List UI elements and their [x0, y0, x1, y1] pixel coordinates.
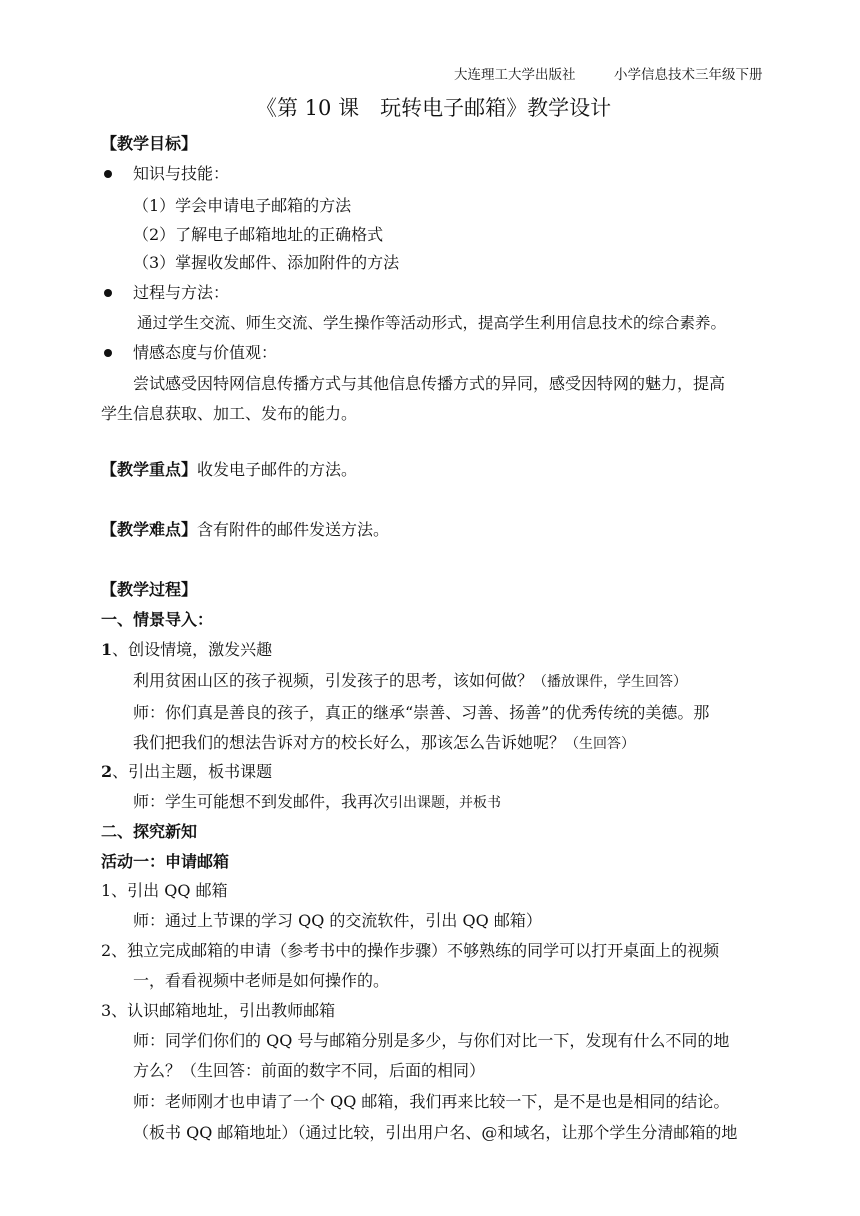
paragraph-line — [133, 792, 501, 813]
paragraph-line — [133, 733, 635, 754]
paragraph-note: 引出课题，并板书 — [389, 795, 502, 811]
bullet-icon — [104, 349, 112, 357]
difficulty-text: 含有附件的邮件发送方法。 — [197, 520, 390, 539]
key-point-text: 收发电子邮件的方法。 — [197, 460, 358, 479]
step-heading — [101, 762, 272, 782]
difficulty-label: 【教学难点】 — [101, 520, 198, 539]
emotion-text-line: 学生信息获取、加工、发布的能力。 — [101, 404, 358, 423]
paragraph-text: 利用贫困山区的孩子视频，引发孩子的思考，该如何做？ — [133, 671, 534, 690]
list-item: 3、认识邮箱地址，引出教师邮箱 — [101, 1001, 336, 1020]
paragraph-line: 师：通过上节课的学习 QQ 的交流软件，引出 QQ 邮箱） — [133, 911, 542, 930]
section-title: 二、探究新知 — [101, 822, 198, 841]
key-point — [101, 460, 357, 480]
bullet-icon — [104, 289, 112, 297]
paragraph-line: （板书 QQ 邮箱地址）（通过比较，引出用户名、@和域名，让那个学生分清邮箱的地 — [133, 1123, 738, 1142]
section-title: 一、情景导入： — [101, 610, 214, 629]
page-title: 《第 10 课 玩转电子邮箱》教学设计 — [256, 96, 612, 120]
list-item: 1、引出 QQ 邮箱 — [101, 881, 228, 900]
step-number: 1 — [101, 640, 113, 659]
paragraph-note: （生回答） — [565, 736, 636, 752]
paragraph-line: 师：老师刚才也申请了一个 QQ 邮箱，我们再来比较一下，是不是也是相同的结论。 — [133, 1092, 730, 1111]
step-text: 、创设情境，激发兴趣 — [112, 640, 273, 659]
key-point-label: 【教学重点】 — [101, 460, 198, 479]
knowledge-item: （1）学会申请电子邮箱的方法 — [133, 196, 352, 215]
process-heading: 【教学过程】 — [101, 580, 198, 599]
paragraph-line: 一，看看视频中老师是如何操作的。 — [133, 971, 390, 990]
knowledge-item: （3）掌握收发邮件、添加附件的方法 — [133, 253, 400, 272]
emotion-label: 情感态度与价值观： — [133, 343, 278, 362]
paragraph-line — [133, 671, 687, 692]
paragraph-text: 师：学生可能想不到发邮件，我再次 — [133, 792, 390, 811]
knowledge-label: 知识与技能： — [133, 164, 230, 183]
header-publisher: 大连理工大学出版社 — [454, 67, 576, 83]
step-text: 、引出主题，板书课题 — [112, 762, 273, 781]
paragraph-text: 我们把我们的想法告诉对方的校长好么，那该怎么告诉她呢？ — [133, 733, 566, 752]
process-label: 过程与方法： — [133, 283, 230, 302]
objectives-heading: 【教学目标】 — [101, 134, 198, 153]
process-text: 通过学生交流、师生交流、学生操作等活动形式，提高学生利用信息技术的综合素养。 — [137, 314, 727, 332]
paragraph-note: （播放课件，学生回答） — [533, 674, 688, 690]
activity-title: 活动一：申请邮箱 — [101, 852, 230, 871]
paragraph-line: 师：你们真是善良的孩子，真正的继承“崇善、习善、扬善”的优秀传统的美德。那 — [133, 703, 710, 722]
step-number: 2 — [101, 762, 113, 781]
header-course: 小学信息技术三年级下册 — [614, 67, 763, 83]
emotion-text-line: 尝试感受因特网信息传播方式与其他信息传播方式的异同，感受因特网的魅力，提高 — [133, 374, 726, 393]
paragraph-line: 师：同学们你们的 QQ 号与邮箱分别是多少，与你们对比一下，发现有什么不同的地 — [133, 1031, 730, 1050]
difficulty — [101, 520, 389, 540]
knowledge-item: （2）了解电子邮箱地址的正确格式 — [133, 225, 384, 244]
paragraph-line: 方么？（生回答：前面的数字不同，后面的相同） — [133, 1061, 486, 1080]
list-item: 2、独立完成邮箱的申请（参考书中的操作步骤）不够熟练的同学可以打开桌面上的视频 — [101, 941, 720, 960]
bullet-icon — [104, 170, 112, 178]
step-heading — [101, 640, 272, 660]
